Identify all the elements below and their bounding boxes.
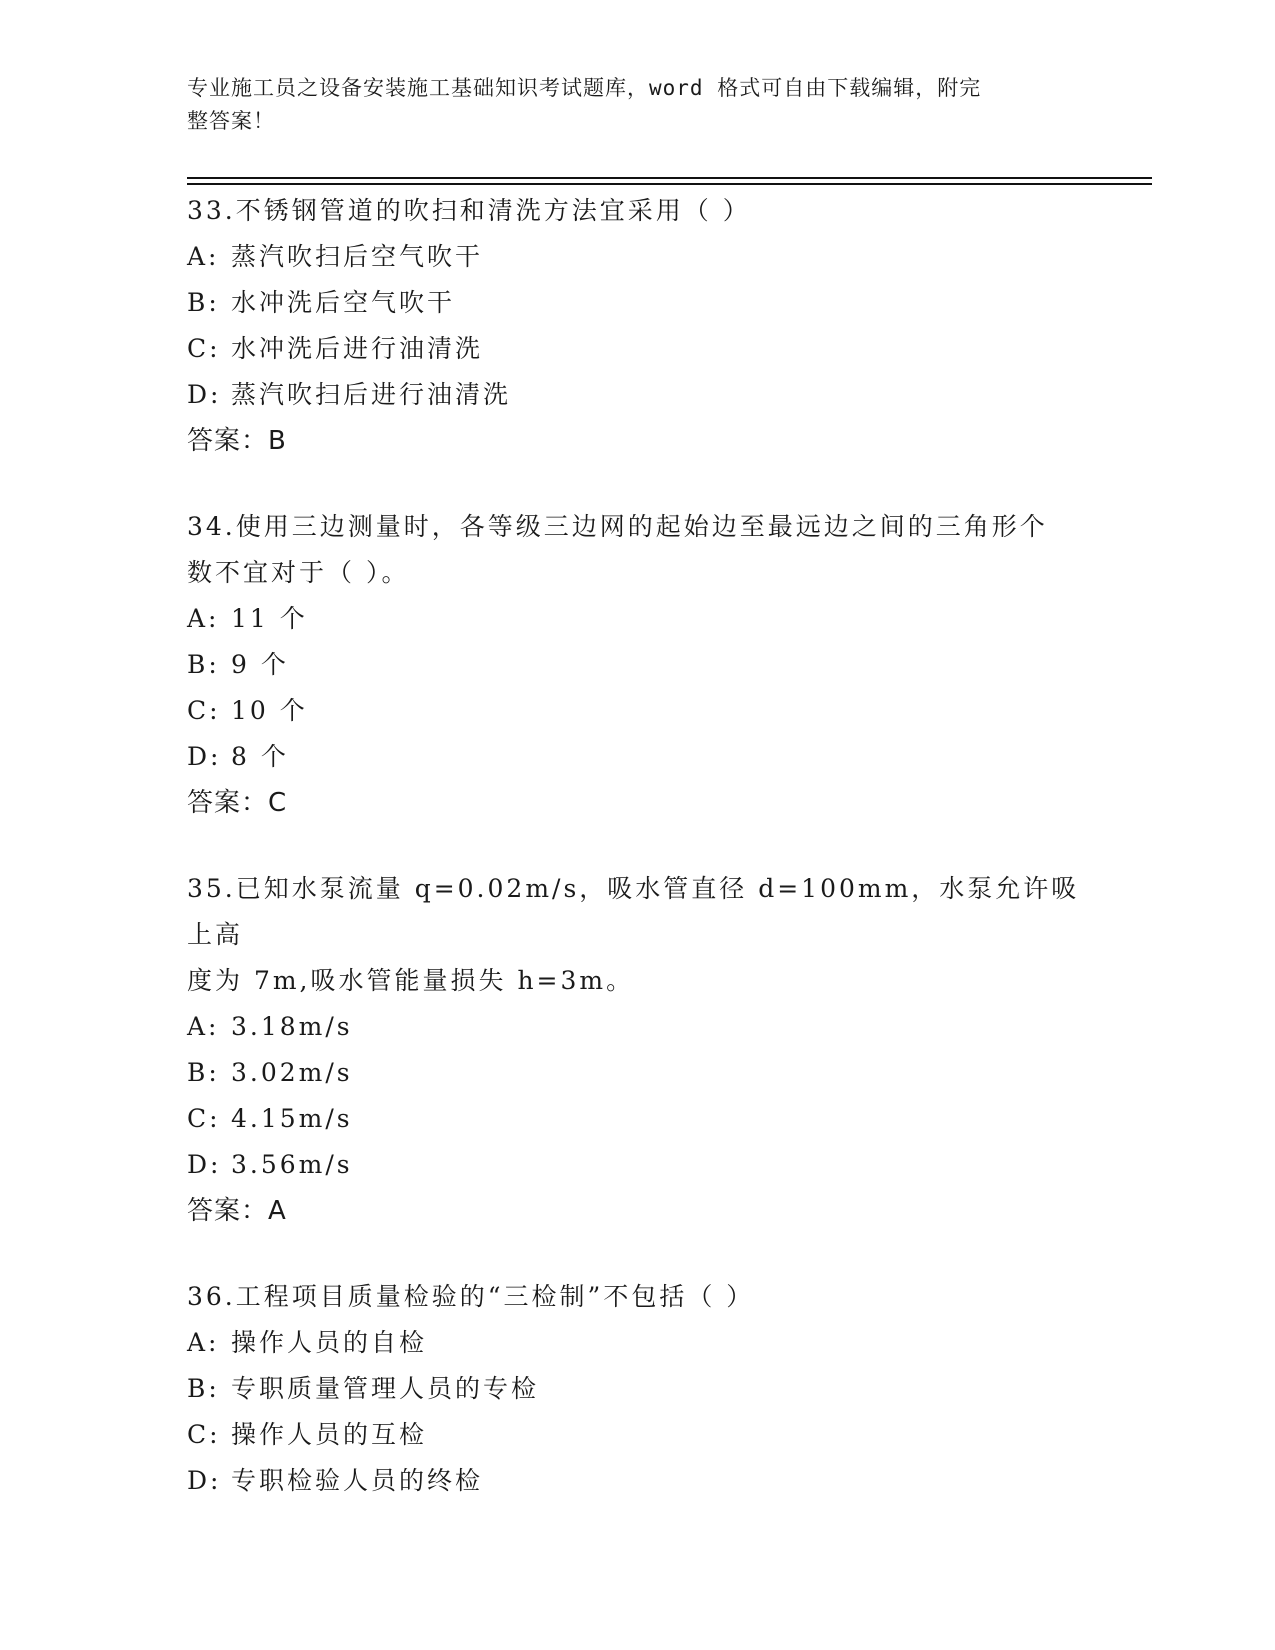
option-text: 3.56m/s	[231, 1150, 353, 1179]
answer-option	[187, 1458, 1087, 1504]
option-text: 水冲洗后进行油清洗	[231, 334, 484, 363]
option-text: 水冲洗后空气吹干	[231, 288, 456, 317]
answer-option	[187, 280, 1087, 326]
option-letter: A:	[187, 1012, 220, 1041]
option-text: 4.15m/s	[231, 1104, 353, 1133]
answer-key: 答案：A	[187, 1196, 287, 1226]
option-text: 3.18m/s	[231, 1012, 353, 1041]
question-stem-line: 35.已知水泵流量 q=0.02m/s，吸水管直径 d=100mm，水泵允许吸上高	[187, 874, 1080, 949]
answer-option	[187, 372, 1087, 418]
answer-option	[187, 1366, 1087, 1412]
option-letter: A:	[187, 1328, 220, 1357]
option-text: 蒸汽吹扫后空气吹干	[231, 242, 484, 271]
question-block	[187, 866, 1087, 1234]
answer-option	[187, 734, 1087, 780]
answer-option	[187, 1096, 1087, 1142]
option-text: 操作人员的互检	[231, 1420, 428, 1449]
option-letter: C:	[187, 334, 221, 363]
question-stem-line: 33.不锈钢管道的吹扫和清洗方法宜采用（ ）	[187, 196, 751, 225]
option-letter: B:	[187, 288, 220, 317]
answer-option	[187, 642, 1087, 688]
answer-option	[187, 688, 1087, 734]
option-letter: D:	[187, 742, 222, 771]
question-block	[187, 504, 1087, 826]
option-letter: B:	[187, 1058, 220, 1087]
option-text: 操作人员的自检	[231, 1328, 428, 1357]
answer-option	[187, 596, 1087, 642]
option-letter: C:	[187, 1104, 221, 1133]
document-header	[187, 72, 1077, 138]
question-block	[187, 188, 1087, 464]
answer-option	[187, 234, 1087, 280]
option-text: 蒸汽吹扫后进行油清洗	[231, 380, 512, 409]
answer-option	[187, 326, 1087, 372]
header-line-1: 专业施工员之设备安装施工基础知识考试题库，word 格式可自由下载编辑，附完	[187, 76, 982, 100]
option-text: 3.02m/s	[231, 1058, 353, 1087]
option-text: 10 个	[231, 696, 308, 725]
answer-option	[187, 1320, 1087, 1366]
answer-key: 答案：B	[187, 426, 287, 456]
header-divider-bottom	[187, 183, 1152, 185]
header-divider-top	[187, 177, 1152, 179]
option-text: 专职检验人员的终检	[231, 1466, 484, 1495]
option-text: 8 个	[231, 742, 289, 771]
answer-option	[187, 1142, 1087, 1188]
option-text: 专职质量管理人员的专检	[231, 1374, 540, 1403]
option-letter: A:	[187, 604, 220, 633]
answer-option	[187, 1050, 1087, 1096]
option-letter: B:	[187, 650, 220, 679]
question-list	[187, 188, 1087, 1544]
option-letter: D:	[187, 1150, 222, 1179]
option-letter: C:	[187, 696, 221, 725]
question-stem-line: 数不宜对于（ ）。	[187, 558, 410, 587]
answer-option	[187, 1412, 1087, 1458]
question-block	[187, 1274, 1087, 1504]
option-letter: D:	[187, 380, 222, 409]
option-letter: A:	[187, 242, 220, 271]
answer-key: 答案：C	[187, 788, 288, 818]
question-stem-line: 34.使用三边测量时，各等级三边网的起始边至最远边之间的三角形个	[187, 512, 1048, 541]
option-letter: B:	[187, 1374, 220, 1403]
option-letter: D:	[187, 1466, 222, 1495]
option-text: 9 个	[231, 650, 289, 679]
header-line-2: 整答案！	[187, 109, 275, 133]
answer-option	[187, 1004, 1087, 1050]
question-stem-line: 36.工程项目质量检验的“三检制”不包括（ ）	[187, 1282, 755, 1311]
question-stem-line: 度为 7m,吸水管能量损失 h=3m。	[187, 966, 635, 995]
option-text: 11 个	[231, 604, 308, 633]
option-letter: C:	[187, 1420, 221, 1449]
